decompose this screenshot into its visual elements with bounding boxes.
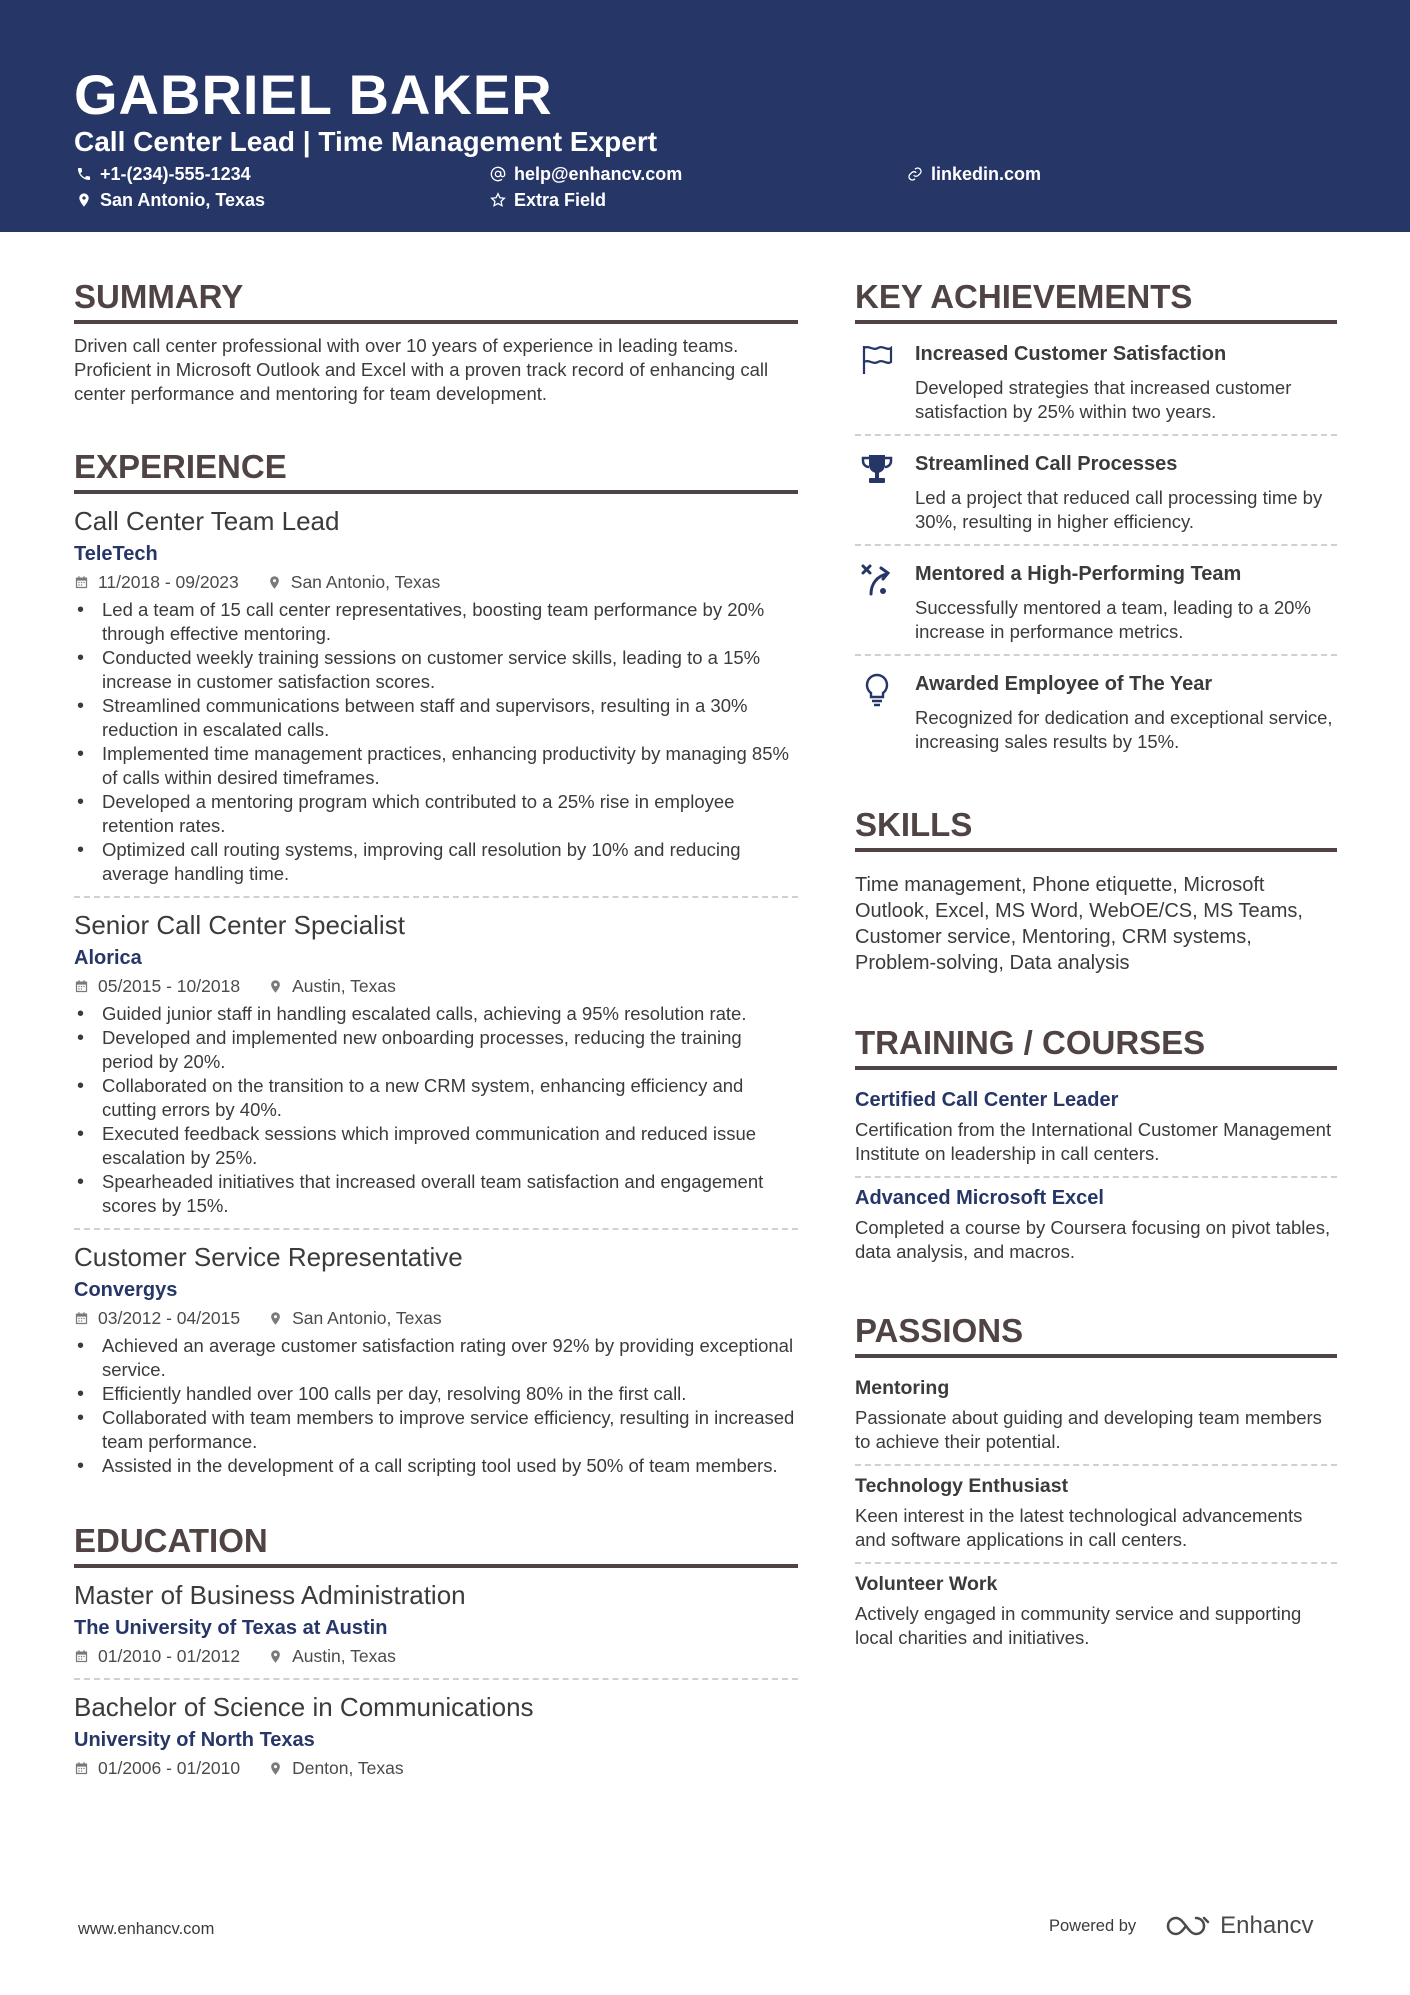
brand-logo[interactable] [1164, 1912, 1313, 1940]
education-entry [74, 1690, 798, 1790]
school-name: University of North Texas [74, 1729, 315, 1751]
passion-title: Technology Enthusiast [855, 1475, 1069, 1497]
link-icon [907, 166, 923, 182]
section-title-experience: EXPERIENCE [74, 444, 798, 494]
job-location: San Antonio, Texas [292, 1308, 442, 1328]
company-name: TeleTech [74, 543, 158, 565]
passion-title: Mentoring [855, 1377, 950, 1399]
achievement-item [855, 436, 1337, 546]
bullet-item: • Efficiently handled over 100 calls per day, resolving 80% in the first call. [74, 1382, 798, 1406]
bullet-item: • Spearheaded initiatives that increased overall team satisfaction and engagement scores by 15%. [74, 1170, 798, 1218]
job-meta [74, 1306, 798, 1330]
achievements-section [855, 274, 1337, 764]
section-title-skills: SKILLS [855, 802, 1337, 852]
bullet-item: • Streamlined communications between staff and supervisors, resulting in a 30% reduction in escalated calls. [74, 694, 798, 742]
calendar-icon [74, 979, 89, 994]
achievement-title: Increased Customer Satisfaction [915, 343, 1227, 365]
section-title-education: EDUCATION [74, 1518, 798, 1568]
job-title: Customer Service Representative [74, 1242, 463, 1272]
job-entry [74, 504, 798, 898]
candidate-name: GABRIEL BAKER [74, 63, 553, 126]
job-title: Senior Call Center Specialist [74, 910, 405, 940]
education-meta [74, 1756, 798, 1780]
email-text: help@enhancv.com [514, 164, 683, 184]
achievement-item [855, 656, 1337, 764]
experience-section [74, 444, 798, 1488]
summary-section [74, 274, 798, 406]
skills-text: Time management, Phone etiquette, Microsoft Outlook, Excel, MS Word, WebOE/CS, MS Teams, Customer service, Mentoring, CRM systems, Problem-solving, Data analysis [855, 874, 1303, 974]
course-item [855, 1178, 1337, 1274]
passion-desc: Passionate about guiding and developing team members to achieve their potential. [855, 1407, 1322, 1452]
section-title-passions: PASSIONS [855, 1308, 1337, 1358]
job-title: Call Center Team Lead [74, 506, 340, 536]
location-pin-icon [76, 192, 92, 208]
bullet-item: • Collaborated with team members to improve service efficiency, resulting in increased team performance. [74, 1406, 798, 1454]
location-pin-icon [268, 1761, 283, 1776]
education-dates: 01/2010 - 01/2012 [98, 1646, 241, 1666]
right-column [855, 274, 1337, 1698]
job-dates: 03/2012 - 04/2015 [98, 1308, 241, 1328]
course-item [855, 1080, 1337, 1178]
job-meta [74, 974, 798, 998]
contact-linkedin[interactable] [907, 162, 1041, 186]
bullet-item: • Conducted weekly training sessions on customer service skills, leading to a 15% increase in customer satisfaction scores. [74, 646, 798, 694]
degree-title: Master of Business Administration [74, 1580, 466, 1610]
calendar-icon [74, 575, 89, 590]
passion-title: Volunteer Work [855, 1573, 998, 1595]
strategy-icon [859, 562, 895, 598]
training-section [855, 1020, 1337, 1274]
location-pin-icon [268, 1649, 283, 1664]
bullet-item: • Developed a mentoring program which contributed to a 25% rise in employee retention rates. [74, 790, 798, 838]
phone-icon [76, 166, 92, 182]
job-bullets [74, 598, 798, 886]
calendar-icon [74, 1649, 89, 1664]
course-desc: Certification from the International Customer Management Institute on leadership in call centers. [855, 1119, 1332, 1164]
achievement-desc: Successfully mentored a team, leading to a 20% increase in performance metrics. [915, 597, 1311, 642]
location-pin-icon [268, 1311, 283, 1326]
education-section [74, 1518, 798, 1790]
bullet-item: • Optimized call routing systems, improving call resolution by 10% and reducing average handling time. [74, 838, 798, 886]
trophy-icon [859, 452, 895, 488]
powered-by-text: Powered by [1049, 1916, 1137, 1935]
bullet-item: • Collaborated on the transition to a new CRM system, enhancing efficiency and cutting errors by 40%. [74, 1074, 798, 1122]
extra-text: Extra Field [514, 190, 607, 210]
bullet-item: • Developed and implemented new onboarding processes, reducing the training period by 20%. [74, 1026, 798, 1074]
passion-item [855, 1368, 1337, 1466]
calendar-icon [74, 1311, 89, 1326]
achievement-title: Mentored a High-Performing Team [915, 563, 1242, 585]
passion-desc: Actively engaged in community service and supporting local charities and initiatives. [855, 1603, 1302, 1648]
contact-extra [490, 188, 606, 212]
achievement-desc: Led a project that reduced call processing time by 30%, resulting in higher efficiency. [915, 487, 1323, 532]
bullet-item: • Achieved an average customer satisfaction rating over 92% by providing exceptional service. [74, 1334, 798, 1382]
achievement-desc: Developed strategies that increased customer satisfaction by 25% within two years. [915, 377, 1292, 422]
phone-text: +1-(234)-555-1234 [100, 164, 251, 184]
candidate-tagline: Call Center Lead | Time Management Expert [74, 126, 658, 157]
footer-branding [1049, 1912, 1314, 1940]
passion-item [855, 1564, 1337, 1660]
flag-icon [859, 342, 895, 378]
left-column [74, 274, 798, 1828]
achievement-title: Awarded Employee of The Year [915, 673, 1213, 695]
job-entry [74, 908, 798, 1230]
section-title-summary: SUMMARY [74, 274, 798, 324]
company-name: Convergys [74, 1279, 178, 1301]
job-bullets [74, 1002, 798, 1218]
job-dates: 05/2015 - 10/2018 [98, 976, 241, 996]
course-title: Advanced Microsoft Excel [855, 1187, 1104, 1209]
location-text: San Antonio, Texas [100, 190, 266, 210]
school-name: The University of Texas at Austin [74, 1617, 388, 1639]
passions-section [855, 1308, 1337, 1660]
summary-text: Driven call center professional with over 10 years of experience in leading teams. Proficient in Microsoft Outlook and Excel with a proven track record of enhancing call center performance and mentoring for team development. [74, 335, 769, 404]
course-title: Certified Call Center Leader [855, 1089, 1119, 1111]
bullet-item: • Led a team of 15 call center representatives, boosting team performance by 20% through effective mentoring. [74, 598, 798, 646]
contact-location [76, 188, 265, 212]
passion-desc: Keen interest in the latest technological advancements and software applications in call centers. [855, 1505, 1303, 1550]
education-dates: 01/2006 - 01/2010 [98, 1758, 241, 1778]
lightbulb-icon [859, 672, 895, 708]
brand-name: Enhancv [1220, 1912, 1314, 1939]
job-location: Austin, Texas [292, 976, 396, 996]
resume-header [0, 0, 1410, 232]
skills-section [855, 802, 1337, 976]
degree-title: Bachelor of Science in Communications [74, 1692, 534, 1722]
bullet-item: • Implemented time management practices, enhancing productivity by managing 85% of calls within desired timeframes. [74, 742, 798, 790]
achievement-item [855, 546, 1337, 656]
bullet-item: • Executed feedback sessions which improved communication and reduced issue escalation by 25%. [74, 1122, 798, 1170]
passion-item [855, 1466, 1337, 1564]
education-meta [74, 1644, 798, 1668]
enhancv-logo-icon [1164, 1913, 1212, 1939]
calendar-icon [74, 1761, 89, 1776]
section-title-training: TRAINING / COURSES [855, 1020, 1337, 1070]
linkedin-text: linkedin.com [931, 164, 1042, 184]
at-icon [490, 166, 506, 182]
education-location: Denton, Texas [292, 1758, 404, 1778]
contact-phone[interactable] [76, 162, 251, 186]
star-icon [490, 192, 506, 208]
location-pin-icon [267, 575, 282, 590]
achievement-item [855, 334, 1337, 436]
job-location: San Antonio, Texas [290, 572, 441, 592]
location-pin-icon [268, 979, 283, 994]
job-bullets [74, 1334, 798, 1478]
company-name: Alorica [74, 947, 142, 969]
achievement-desc: Recognized for dedication and exceptional service, increasing sales results by 15%. [915, 707, 1333, 752]
bullet-item: • Guided junior staff in handling escalated calls, achieving a 95% resolution rate. [74, 1002, 798, 1026]
job-entry [74, 1240, 798, 1488]
education-location: Austin, Texas [292, 1646, 396, 1666]
education-entry [74, 1578, 798, 1680]
job-meta [74, 570, 798, 594]
achievement-title: Streamlined Call Processes [915, 453, 1178, 475]
contact-email[interactable] [490, 162, 682, 186]
footer-website[interactable]: www.enhancv.com [78, 1920, 215, 1938]
section-title-achievements: KEY ACHIEVEMENTS [855, 274, 1337, 324]
bullet-item: • Assisted in the development of a call scripting tool used by 50% of team members. [74, 1454, 798, 1478]
course-desc: Completed a course by Coursera focusing on pivot tables, data analysis, and macros. [855, 1217, 1331, 1262]
job-dates: 11/2018 - 09/2023 [98, 572, 239, 592]
